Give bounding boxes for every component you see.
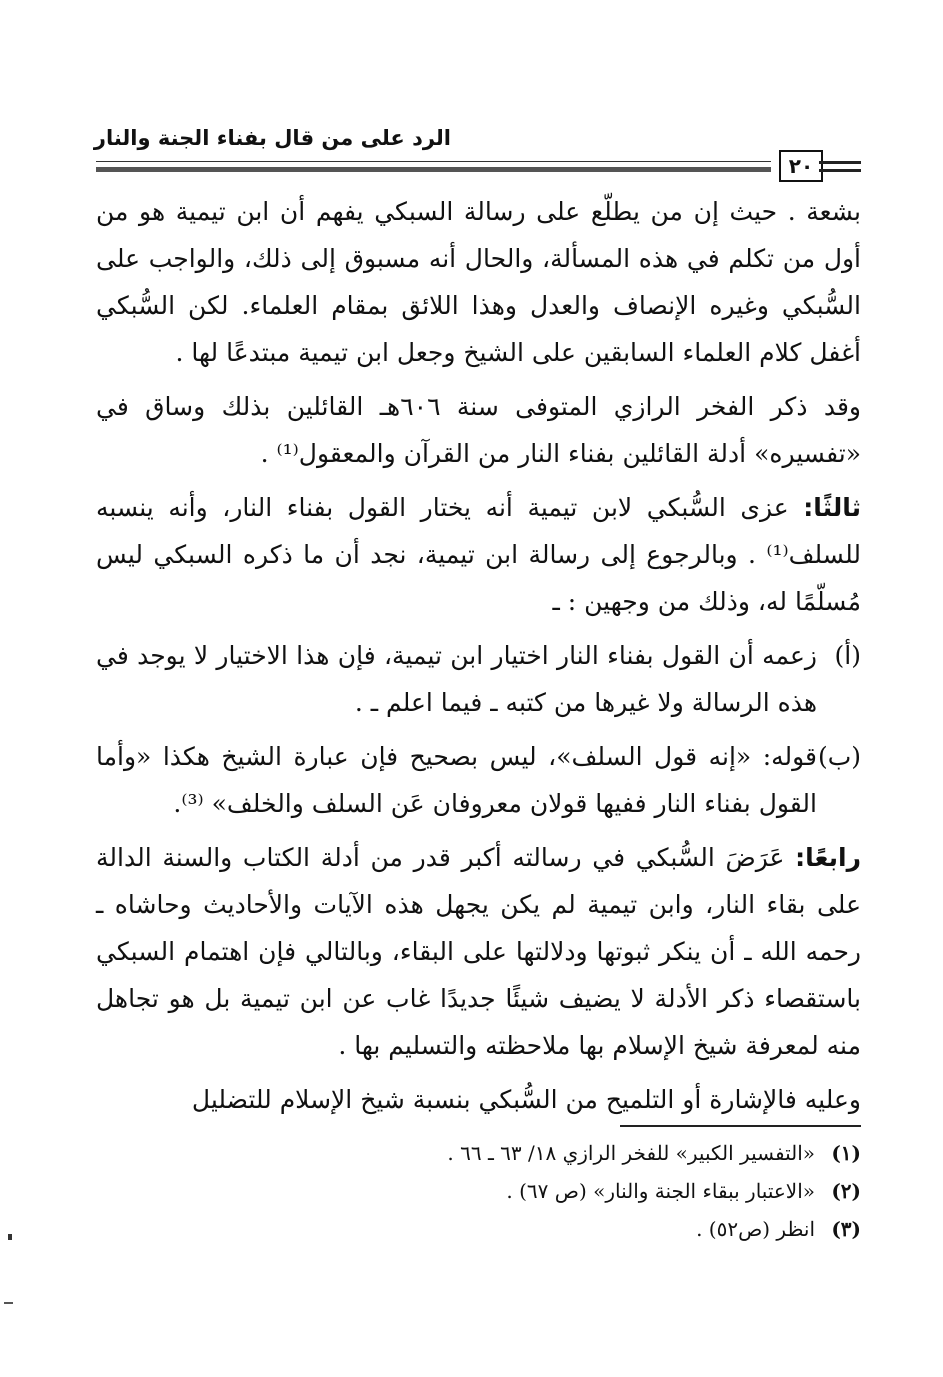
list-item (96, 733, 861, 827)
running-title: الرد على من قال بفناء الجنة والنار (93, 126, 451, 150)
footnote-number: (٣) (831, 1217, 861, 1241)
footnotes (96, 1134, 861, 1248)
footnote-number: (١) (831, 1141, 861, 1165)
list-item-marker: (ب) (817, 742, 861, 771)
footnote (96, 1134, 861, 1172)
list-item-marker: (أ) (834, 641, 861, 670)
running-header (93, 120, 861, 188)
footnote-separator (620, 1125, 861, 1127)
list-item-text: قوله: «إنه قول السلف»، ليس بصحيح فإن عبارة الشيخ هكذا «وأما القول بفناء النار ففيها قولان معروفان عَن السلف والخلف» ⁽³⁾. (96, 742, 817, 818)
paragraph: وقد ذكر الفخر الرازي المتوفى سنة ٦٠٦هـ القائلين بذلك وساق في «تفسيره» أدلة القائلين بفناء النار من القرآن والمعقول⁽¹⁾ . (96, 392, 861, 468)
header-dash-lower (819, 169, 861, 172)
footnote (96, 1210, 861, 1248)
list-item (96, 632, 861, 726)
header-dash-upper (819, 161, 861, 164)
paragraph: بشعة . حيث إن من يطلّع على رسالة السبكي يفهم أن ابن تيمية هو من أول من تكلم في هذه المسألة، والحال أنه مسبوق إلى ذلك، والواجب على السُّبكي وغيره الإنصاف والعدل وهذا اللائق بمقام العلماء. لكن السُّبكي أغفل كلام العلماء السابقين على الشيخ وجعل ابن تيمية مبتدعًا لها . (96, 197, 861, 367)
paragraph-text: عزى السُّبكي لابن تيمية أنه يختار القول بفناء النار، وأنه ينسبه للسلف⁽¹⁾ . وبالرجوع إلى رسالة ابن تيمية، نجد أن ما ذكره السبكي ليس مُسلّمًا له، وذلك من وجهين : ـ (96, 493, 861, 616)
margin-mark (8, 1234, 12, 1240)
paragraph (96, 484, 861, 625)
page-number: ٢٠ (779, 150, 823, 182)
header-rule-thin (96, 161, 771, 162)
footnote-text: «التفسير الكبير» للفخر الرازي ١٨/ ٦٣ ـ ٦٦ . (447, 1141, 815, 1165)
margin-mark (4, 1302, 13, 1304)
paragraph-text: عَرَضَ السُّبكي في رسالته أكبر قدر من أدلة الكتاب والسنة الدالة على بقاء النار، وابن تيمية لم يكن يجهل هذه الآيات والأحاديث وحاشاه ـ رحمه الله ـ أن ينكر ثبوتها ودلالتها على البقاء، وبالتالي فإن اهتمام السبكي باستقصاء ذكر الأدلة لا يضيف شيئًا جديدًا غاب عن ابن تيمية بل هو تجاهل منه لمعرفة شيخ الإسلام بها ملاحظته والتسليم بها . (96, 843, 861, 1060)
footnote-text: انظر (ص٥٢) . (696, 1217, 815, 1241)
header-rule (96, 167, 771, 172)
list-item-text: زعمه أن القول بفناء النار اختيار ابن تيمية، فإن هذا الاختيار لا يوجد في هذه الرسالة ولا غيرها من كتبه ـ فيما اعلم ـ . (96, 641, 817, 717)
footnote-number: (٢) (831, 1179, 861, 1203)
paragraph (96, 834, 861, 1069)
footnote-text: «الاعتبار ببقاء الجنة والنار» (ص ٦٧) . (506, 1179, 815, 1203)
paragraph: وعليه فالإشارة أو التلميح من السُّبكي بنسبة شيخ الإسلام للتضليل (191, 1085, 861, 1114)
paragraph-lead: ثالثًا: (803, 493, 861, 522)
paragraph-lead: رابعًا: (795, 843, 861, 872)
footnote (96, 1172, 861, 1210)
body-text (96, 188, 861, 1130)
